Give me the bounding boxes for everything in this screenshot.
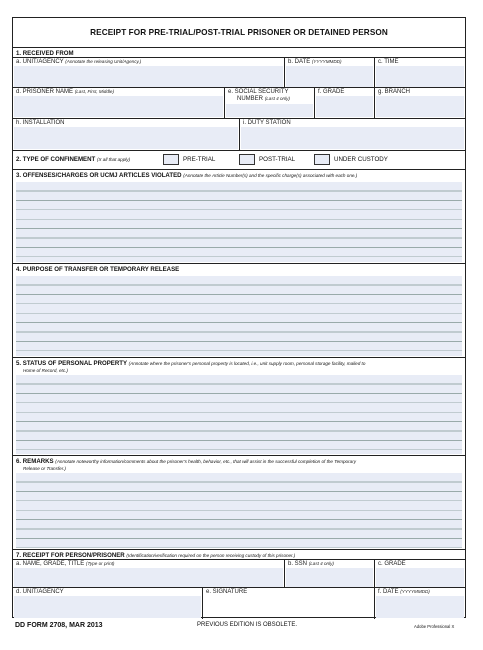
purpose-field[interactable] [16, 276, 462, 356]
section-5-hint-2: Home of Record, etc.) [23, 368, 68, 373]
section-3-heading: 3. OFFENSES/CHARGES OR UCMJ ARTICLES VIOLATED (Annotate the Article Number(s) and the specific charge(s) associated with each one.) [16, 172, 358, 179]
ssn-cell [224, 88, 314, 118]
prisoner-name-cell [13, 88, 224, 118]
receiver-unit-field[interactable] [14, 596, 201, 618]
pre-trial-checkbox[interactable] [163, 154, 179, 165]
date-cell [284, 57, 374, 88]
grade-field[interactable] [316, 96, 373, 117]
installation-label: h. INSTALLATION [16, 120, 65, 126]
duty-station-field[interactable] [241, 127, 464, 149]
section-3 [13, 170, 465, 264]
receiver-date-label: f. DATE (YYYYMMDD) [378, 589, 430, 595]
property-field[interactable] [16, 375, 462, 454]
installation-cell [13, 119, 239, 150]
section-1-row-a [13, 48, 465, 88]
receiver-grade-field[interactable] [376, 568, 464, 587]
time-label: c. TIME [378, 59, 399, 65]
section-1-row-d [13, 88, 465, 119]
grade-cell [314, 88, 374, 118]
section-1-heading: 1. RECEIVED FROM [16, 50, 74, 57]
section-2-heading: 2. TYPE OF CONFINEMENT (X all that apply) [16, 156, 131, 163]
remarks-field[interactable] [16, 473, 462, 548]
under-custody-checkbox[interactable] [314, 154, 330, 165]
date-field[interactable] [286, 66, 373, 87]
branch-cell [374, 88, 465, 118]
section-1-row-h [13, 119, 465, 151]
time-field[interactable] [376, 66, 464, 87]
unit-agency-field[interactable] [14, 66, 283, 87]
receiver-ssn-label: b. SSN (Last 4 only) [288, 561, 334, 567]
receiver-unit-label: d. UNIT/AGENCY [16, 589, 64, 595]
section-5-heading: 5. STATUS OF PERSONAL PROPERTY (Annotate where the prisoner's personal property is located, i.e., unit supply room, personal storage facility, mailed to [16, 360, 366, 367]
branch-label: g. BRANCH [378, 89, 411, 95]
pre-trial-label: PRE-TRIAL [183, 156, 216, 163]
receiver-date-field[interactable] [376, 596, 464, 618]
receiver-name-field[interactable] [14, 568, 283, 587]
receiver-ssn-field[interactable] [286, 568, 373, 587]
section-6-heading: 6. REMARKS (Annotate noteworthy information/comments about the prisoner's health, behavior, etc., that will assist in the successful completion of the Temporary [16, 458, 357, 465]
duty-station-label: i. DUTY STATION [243, 120, 291, 126]
branch-field[interactable] [376, 96, 464, 117]
receiver-grade-label: c. GRADE [378, 561, 406, 567]
form-id: DD FORM 2708, MAR 2013 [15, 622, 103, 629]
unit-agency-cell [13, 57, 284, 88]
section-2-row [13, 151, 465, 170]
receiver-name-cell [13, 559, 284, 588]
prisoner-name-label: d. PRISONER NAME (Last, First, Middle) [16, 89, 114, 95]
ssn-field[interactable] [226, 104, 313, 117]
unit-agency-label: a. UNIT/AGENCY (Annotate the releasing Unit/Agency.) [16, 59, 142, 65]
form [12, 17, 466, 618]
ssn-label-2: NUMBER (Last 4 only) [237, 96, 290, 102]
ssn-label: e. SOCIAL SECURITY [228, 89, 289, 95]
section-4 [13, 264, 465, 358]
prisoner-name-field[interactable] [14, 96, 223, 117]
post-trial-label: POST-TRIAL [259, 156, 296, 163]
section-6-hint-2: Release or Transfer.) [23, 466, 66, 471]
date-label: b. DATE (YYYYMMDD) [288, 59, 342, 65]
receiver-date-cell [374, 588, 465, 619]
section-5 [13, 358, 465, 456]
software-note: Adobe Professional X [414, 624, 455, 629]
receiver-grade-cell [374, 559, 465, 588]
section-7-heading: 7. RECEIPT FOR PERSON/PRISONER (Identification/verification required on the person receiving custody of this prisoner.) [16, 552, 296, 559]
section-4-heading: 4. PURPOSE OF TRANSFER OR TEMPORARY RELEASE [16, 266, 180, 273]
post-trial-checkbox[interactable] [239, 154, 255, 165]
duty-station-cell [239, 119, 465, 150]
section-7-row-d [13, 588, 465, 619]
section-7-row-a [13, 550, 465, 588]
time-cell [374, 57, 465, 88]
signature-label: e. SIGNATURE [206, 589, 248, 595]
signature-cell [202, 588, 374, 619]
offenses-field[interactable] [16, 182, 462, 262]
receiver-name-label: a. NAME, GRADE, TITLE (Type or print) [16, 561, 115, 567]
receiver-unit-cell [13, 588, 202, 619]
installation-field[interactable] [14, 127, 238, 149]
grade-label: f. GRADE [318, 89, 345, 95]
form-title: RECEIPT FOR PRE-TRIAL/POST-TRIAL PRISONER OR DETAINED PERSON [13, 18, 465, 48]
edition-note: PREVIOUS EDITION IS OBSOLETE. [197, 622, 298, 628]
section-6 [13, 456, 465, 550]
under-custody-label: UNDER CUSTODY [334, 156, 388, 163]
receiver-ssn-cell [284, 559, 374, 588]
